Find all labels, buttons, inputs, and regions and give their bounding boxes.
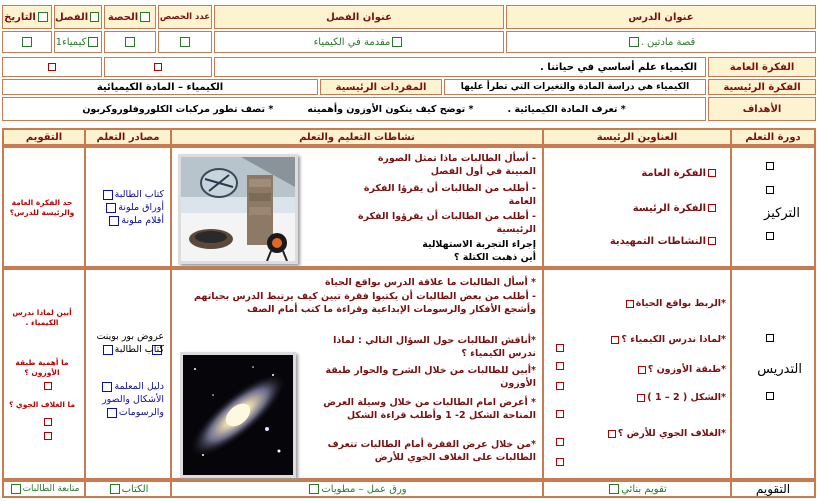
teaching-title-item: *الربط بواقع الحياة (624, 298, 726, 309)
chimney-image (181, 157, 295, 261)
unit-title-value[interactable]: مقدمة في الكيمياء (214, 31, 504, 53)
period-label: الحصة (104, 5, 156, 29)
teaching-evaluation-item: ما أهمية طبقة الأوزون ؟ (15, 358, 69, 377)
vocab-value: الكيمياء – المادة الكيميائية (2, 79, 318, 95)
teaching-source: الأشكال والصور والرسومات (102, 394, 164, 418)
checkbox-icon[interactable] (766, 392, 774, 400)
checkbox-icon[interactable] (48, 63, 56, 71)
teaching-title-item: *لماذا ندرس الكيمياء ؟ (609, 334, 726, 345)
main-titles-header: العناوين الرئيسة (542, 128, 732, 146)
general-idea-value: الكيمياء علم أساسي في حياتنا . (214, 57, 706, 77)
focus-source: أوراق ملونة (104, 201, 164, 214)
main-idea-value: الكيمياء هي دراسة المادة والتغيرات التي تطرأ عليها (444, 79, 706, 95)
focus-activity: - أطلب من الطالبات أن يقرؤوا الفكرة الرئيسية (357, 211, 536, 235)
focus-activity: - أطلب من الطالبات أن يقرؤا الفكرة العامة (363, 183, 536, 207)
teaching-activity: - أطلب من بعض الطالبات أن يكتبوا فقرة تبين كيف يرتبط الدرس بحياتهم وأشجع الأفكار والرسومات الإبداعية وقراءة ما كتب أمام الصف (193, 291, 536, 315)
activities-header: نشاطات التعليم والتعلم (170, 128, 544, 146)
focus-stage-cell (730, 146, 816, 268)
focus-evaluation-text: حد الفكرة العامة والرئيسة للدرس؟ (9, 198, 75, 217)
checkbox-icon[interactable] (766, 162, 774, 170)
checkbox-icon[interactable] (90, 12, 99, 22)
footer-item: متابعة الطالبات (2, 480, 86, 498)
focus-sources-cell (84, 146, 172, 268)
focus-title-item: الفكرة الرئيسة (633, 203, 718, 214)
focus-activity: - أسأل الطالبات ماذا تمثل الصورة المبينة في أول الفصل (377, 153, 536, 177)
checkbox-icon[interactable] (125, 37, 135, 47)
general-idea-blank-1 (104, 57, 212, 77)
footer-item: الكتاب (84, 480, 172, 498)
lesson-title-label: عنوان الدرس (506, 5, 816, 29)
checkbox-icon[interactable] (44, 432, 52, 440)
teaching-titles-cell (542, 268, 732, 480)
objective-item: * تصف تطور مركبات الكلوروفلوروكربون (82, 103, 274, 115)
objectives-value (2, 97, 706, 121)
footer-item: تقويم بنائي (542, 480, 732, 498)
num-periods-value[interactable] (158, 31, 212, 53)
unit-title-label: عنوان الفصل (214, 5, 504, 29)
checkbox-icon[interactable] (556, 438, 564, 446)
stove-photo (178, 154, 298, 264)
footer-item: ورق عمل – مطويات (170, 480, 544, 498)
date-value[interactable] (2, 31, 52, 53)
teaching-evaluation-item: ما الغلاف الجوي ؟ (8, 400, 76, 409)
period-value[interactable] (104, 31, 156, 53)
num-periods-label: عدد الحصص (158, 5, 212, 29)
focus-titles-cell (542, 146, 732, 268)
class-label: الفصل (54, 5, 102, 29)
galaxy-photo (180, 352, 296, 478)
checkbox-icon[interactable] (38, 12, 48, 22)
checkbox-icon[interactable] (180, 37, 190, 47)
checkbox-icon[interactable] (88, 37, 98, 47)
objective-item: * تعرف المادة الكيميائية . (507, 103, 626, 115)
teaching-activities-cell (170, 268, 544, 480)
checkbox-icon[interactable] (44, 382, 52, 390)
teaching-evaluation-cell (2, 268, 86, 480)
sources-header: مصادر التعلم (84, 128, 172, 146)
focus-activity: إجراء التجربة الاستهلالية (422, 239, 536, 250)
teaching-sources-cell (84, 268, 172, 480)
checkbox-icon[interactable] (766, 186, 774, 194)
checkbox-icon[interactable] (154, 63, 162, 71)
teaching-stage-cell (730, 268, 816, 480)
checkbox-icon[interactable] (556, 362, 564, 370)
teaching-activity: * أعرض امام الطالبات من خلال وسيلة العرض المتاحة الشكل 2- 1 وأطلب قراءة الشكل (323, 397, 536, 421)
checkbox-icon[interactable] (392, 37, 402, 47)
teaching-stage-label: التدريس (757, 362, 802, 377)
teaching-source: كتاب الطالبة (101, 343, 164, 356)
checkbox-icon[interactable] (140, 12, 150, 22)
main-idea-label: الفكرة الرئيسية (708, 79, 816, 95)
checkbox-icon[interactable] (629, 37, 639, 47)
teaching-title-item: *طبقة الأوزون ؟ (636, 364, 726, 375)
vocab-label: المفردات الرئيسية (320, 79, 442, 95)
teaching-activity: *من خلال عرض الفقرة أمام الطالبات تتعرف الطالبات على الغلاف الجوي للأرض (327, 439, 536, 463)
checkbox-icon[interactable] (556, 344, 564, 352)
teaching-evaluation-item: أبين لماذا ندرس الكيمياء . (12, 308, 72, 327)
teaching-source: عروض بور بوينت (86, 330, 164, 356)
focus-activities-cell (170, 146, 544, 268)
checkbox-icon[interactable] (44, 418, 52, 426)
teaching-activity: *أناقش الطالبات حول السؤال التالي : لماذا ندرس الكيمياء ؟ (333, 335, 536, 359)
checkbox-icon[interactable] (22, 37, 32, 47)
teaching-activity: *أبين للطالبات من خلال الشرح والحوار طبقة الأوزون (325, 365, 536, 389)
checkbox-icon[interactable] (766, 232, 774, 240)
evaluation-stage-label: التقويم (730, 480, 816, 498)
date-label: التاريخ (2, 5, 52, 29)
checkbox-icon[interactable] (556, 410, 564, 418)
general-idea-blank-2 (2, 57, 102, 77)
teaching-title-item: *الغلاف الجوي للأرض ؟ (606, 428, 726, 439)
lesson-title-value[interactable]: قصة مادتين . (506, 31, 816, 53)
teaching-title-item: *الشكل ( 2 – 1 ) (635, 392, 726, 403)
focus-stage-label: التركيز (764, 206, 800, 221)
objective-item: * توضح كيف يتكون الأوزون وأهميته (307, 103, 474, 115)
focus-title-item: النشاطات التمهيدية (610, 236, 718, 247)
evaluation-header: التقويم (2, 128, 86, 146)
objectives-label: الأهداف (708, 97, 816, 121)
teaching-activity: * أسأل الطالبات ما علاقة الدرس بواقع الحياة (325, 277, 536, 288)
class-value[interactable]: كيمياء1 (54, 31, 102, 53)
checkbox-icon[interactable] (556, 382, 564, 390)
focus-activity: أين ذهبت الكتلة ؟ (453, 252, 536, 263)
focus-source: أقلام ملونة (107, 214, 164, 227)
galaxy-image (183, 355, 293, 475)
focus-evaluation-cell (2, 146, 86, 268)
teaching-source: دليل المعلمة (100, 380, 164, 393)
checkbox-icon[interactable] (766, 334, 774, 342)
checkbox-icon[interactable] (556, 458, 564, 466)
cycle-header: دورة التعلم (730, 128, 816, 146)
general-idea-label: الفكرة العامة (708, 57, 816, 77)
focus-title-item: الفكرة العامة (641, 168, 718, 179)
focus-source: كتاب الطالبة (101, 188, 164, 201)
